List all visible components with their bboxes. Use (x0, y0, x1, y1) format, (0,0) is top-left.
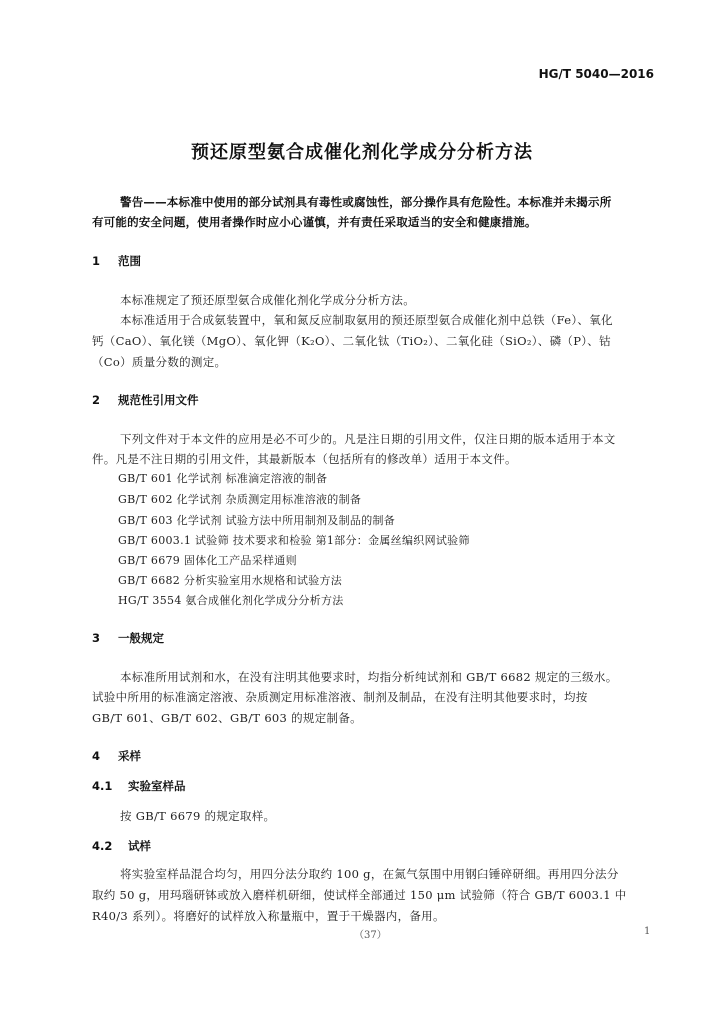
section-3-line-2: 试验中所用的标准滴定溶液、杂质测定用标准溶液、制剂及制品，在没有注明其他要求时，均按 (92, 690, 588, 704)
section-title: 采样 (118, 749, 141, 763)
section-1-paragraph-2-line-3: （Co）质量分数的测定。 (92, 355, 227, 369)
section-number: 2 (92, 393, 101, 407)
section-2-paragraph-line-1: 下列文件对于本文件的应用是必不可少的。凡是注日期的引用文件，仅注日期的版本适用于本文 (120, 432, 616, 446)
section-title: 规范性引用文件 (118, 393, 199, 407)
subsection-4-1-heading (92, 778, 186, 794)
reference-item: GB/T 601 化学试剂 标准滴定溶液的制备 (118, 472, 328, 485)
warning-line-2: 有可能的安全问题，使用者操作时应小心谨慎，并有责任采取适当的安全和健康措施。 (92, 215, 537, 229)
section-number: 3 (92, 631, 101, 645)
subsection-4-2-line-3: R40/3 系列）。将磨好的试样放入称量瓶中，置于干燥器内，备用。 (92, 909, 445, 923)
reference-item: GB/T 603 化学试剂 试验方法中所用制剂及制品的制备 (118, 514, 396, 527)
section-3-line-1: 本标准所用试剂和水，在没有注明其他要求时，均指分析纯试剂和 GB/T 6682 规定的三级水。 (120, 670, 618, 684)
section-number: 1 (92, 254, 101, 268)
section-4-heading (92, 748, 141, 764)
footer-center-mark: （37） (354, 930, 387, 941)
subsection-number: 4.2 (92, 839, 113, 853)
section-1-paragraph-2-line-2: 钙（CaO）、氧化镁（MgO）、氧化钾（K₂O）、二氧化钛（TiO₂）、二氧化硅（SiO₂）、磷（P）、钴 (92, 334, 611, 348)
reference-item: GB/T 602 化学试剂 杂质测定用标准溶液的制备 (118, 493, 362, 506)
subsection-4-2-line-2: 取约 50 g，用玛瑙研钵或放入磨样机研细，使试样全部通过 150 μm 试验筛（符合 GB/T 6003.1 中 (92, 888, 627, 902)
subsection-number: 4.1 (92, 779, 113, 793)
warning-line-1: 警告——本标准中使用的部分试剂具有毒性或腐蚀性，部分操作具有危险性。本标准并未揭示所 (120, 195, 612, 209)
subsection-title: 实验室样品 (128, 779, 186, 793)
standard-code: HG/T 5040—2016 (538, 67, 654, 81)
subsection-title: 试样 (128, 839, 151, 853)
section-3-heading (92, 630, 164, 646)
section-2-paragraph-line-2: 件。凡是不注日期的引用文件，其最新版本（包括所有的修改单）适用于本文件。 (92, 452, 517, 466)
section-title: 范围 (118, 254, 141, 268)
section-3-line-3: GB/T 601、GB/T 602、GB/T 603 的规定制备。 (92, 711, 362, 725)
section-2-heading (92, 392, 199, 408)
section-title: 一般规定 (118, 631, 164, 645)
subsection-4-1-text: 按 GB/T 6679 的规定取样。 (120, 809, 276, 823)
subsection-4-2-line-1: 将实验室样品混合均匀，用四分法分取约 100 g，在氮气氛围中用钢臼锤碎研细。再用四分法分 (120, 867, 619, 881)
section-number: 4 (92, 749, 101, 763)
reference-item: GB/T 6003.1 试验筛 技术要求和检验 第1部分：金属丝编织网试验筛 (118, 534, 470, 547)
reference-item: HG/T 3554 氨合成催化剂化学成分分析方法 (118, 594, 344, 607)
document-title: 预还原型氨合成催化剂化学成分分析方法 (191, 142, 533, 163)
section-1-heading (92, 253, 141, 269)
section-1-paragraph-1: 本标准规定了预还原型氨合成催化剂化学成分分析方法。 (120, 293, 415, 307)
page-number: 1 (644, 926, 651, 937)
reference-item: GB/T 6682 分析实验室用水规格和试验方法 (118, 574, 343, 587)
reference-item: GB/T 6679 固体化工产品采样通则 (118, 554, 297, 567)
section-1-paragraph-2-line-1: 本标准适用于合成氨装置中，氧和氮反应制取氨用的预还原型氨合成催化剂中总铁（Fe）、氧化 (120, 313, 613, 327)
subsection-4-2-heading (92, 838, 151, 854)
